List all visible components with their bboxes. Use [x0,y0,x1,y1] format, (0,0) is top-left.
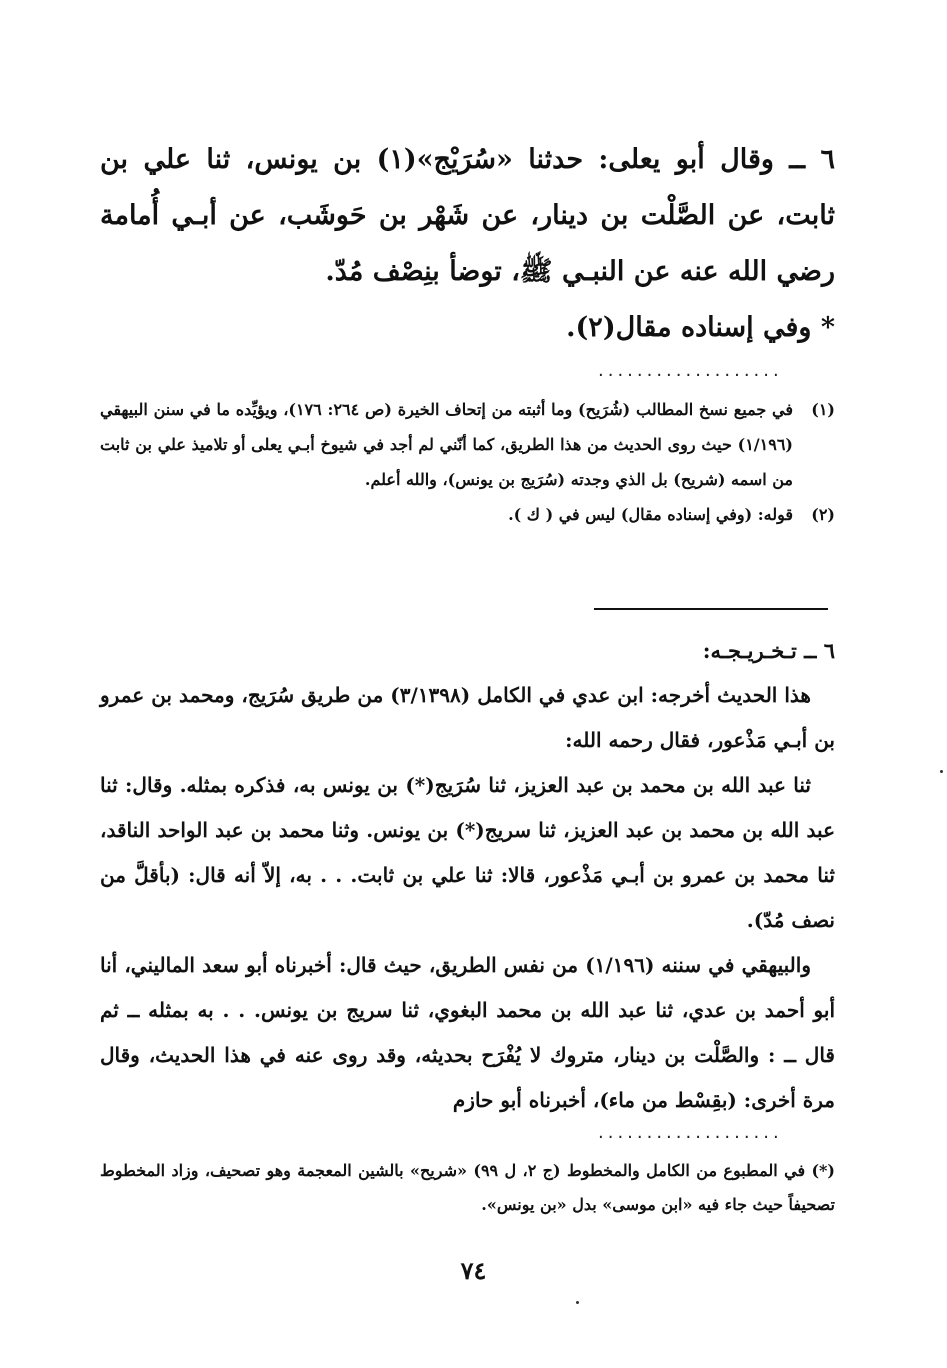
footnote-number: (١) [811,400,835,419]
footnote-text: قوله: (وفي إسناده مقال) ليس في ( ك ). [508,505,793,524]
footnote-separator: ................... [598,360,783,381]
section-divider-line [594,608,828,610]
footnote-number: (٢) [811,505,835,524]
star-footnote-section [100,1154,835,1222]
hadith-paragraph: ٦ ــ وقال أبو يعلى: حدثنا «سُرَيْج»(١) بن يونس، ثنا علي بن ثابت، عن الصَّلْت بن دينار، عن شَهْر بن حَوشَب، عن أبـي أُمامة رضي الله عنه عن النبـي ﷺ، توضأ بنِصْف مُدّ. [100,144,835,287]
hadith-section [100,132,835,356]
footnote-separator: ................... [598,1122,783,1143]
star-footnote: (*) في المطبوع من الكامل والمخطوط (ج ٢، ل ٩٩) «شريح» بالشين المعجمة وهو تصحيف، وزاد المخطوط تصحيفاً حيث جاء فيه «ابن موسى» بدل «بن يونس». [100,1161,835,1214]
takhrij-paragraph: ثنا عبد الله بن محمد بن عبد العزيز، ثنا سُرَيج(*) بن يونس به، فذكره بمثله. وقال: ثنا عبد الله بن محمد بن عبد العزيز، ثنا سريج(*) بن يونس. وثنا محمد بن عبد الواحد الناقد، ثنا محمد بن عمرو بن أبـي مَذْعور، قالا: ثنا علي بن ثابت. . . به، إلاّ أنه قال: (بأقلَّ من نصف مُدّ). [100,773,836,932]
footnote-2 [100,497,835,532]
takhrij-section [100,628,835,1123]
footnote-text: في جميع نسخ المطالب (شُرَيح) وما أثبته من إتحاف الخيرة (ص ٢٦٤: ١٧٦)، ويؤيِّده ما في سنن البيهقي (١/١٩٦) حيث روى الحديث من هذا الطريق، كما أنّني لم أجد في شيوخ أبـي يعلى أو تلاميذ علي بن ثابت من اسمه (شريح) بل الذي وجدته (سُرَيج بن يونس)، والله أعلم. [100,400,794,489]
takhrij-heading: ٦ ــ تـخـريـجـه: [702,638,835,663]
takhrij-paragraph: والبيهقي في سننه (١/١٩٦) من نفس الطريق، حيث قال: أخبرناه أبو سعد الماليني، أنا أبو أحمد بن عدي، ثنا عبد الله بن محمد البغوي، ثنا سريج بن يونس. . . به بمثله ــ ثم قال ــ : والصَّلْت بن دينار، متروك لا يُفْرَح بحديثه، وقد روى عنه في هذا الحديث، وقال مرة أخرى: (بقِسْط من ماء)، أخبرناه أبو حازم [100,953,836,1112]
takhrij-paragraph: هذا الحديث أخرجه: ابن عدي في الكامل (٣/١٣٩٨) من طريق سُرَيج، ومحمد بن عمرو بن أبـي مَذْعور، فقال رحمه الله: [100,683,835,752]
footnotes-section [100,392,835,532]
scan-speck [576,1301,579,1304]
footnote-1 [100,392,835,497]
isnad-note: * وفي إسناده مقال(٢). [566,312,835,343]
page-number: ٧٤ [460,1256,487,1285]
scan-speck [940,770,943,773]
